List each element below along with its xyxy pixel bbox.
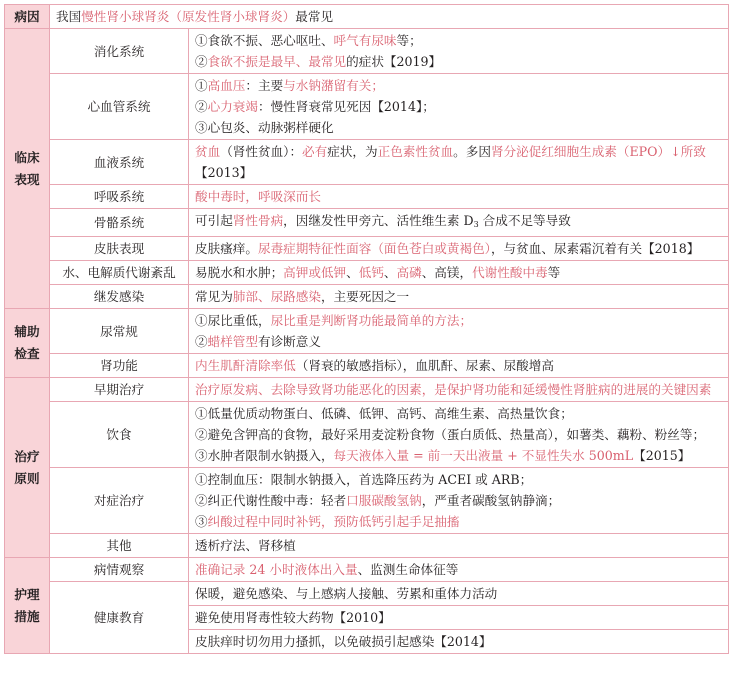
category-label-line: 临床: [14, 149, 40, 165]
text-segment: ②: [195, 99, 208, 114]
content-line: [195, 379, 722, 400]
text-segment: ②纠正代谢性酸中毒：轻者: [195, 493, 347, 508]
content-cell: [189, 209, 729, 237]
subcategory-cell: 其他: [50, 534, 189, 558]
highlight-text: 食欲不振是最早、最常见: [207, 54, 347, 69]
text-segment: （肾衰的敏感指标），血肌酐、尿素、尿酸增高: [295, 358, 554, 373]
highlight-text: 代谢性酸中毒: [472, 265, 548, 280]
content-cell: [189, 140, 729, 185]
highlight-text: 肺部、尿路感染: [232, 289, 321, 304]
content-cell: [189, 185, 729, 209]
table-row: [5, 378, 729, 402]
content-line: [195, 331, 722, 352]
content-line: [195, 445, 722, 466]
text-segment: 【2013】: [195, 165, 253, 180]
content-line: [195, 535, 722, 556]
text-segment: 、: [346, 265, 359, 280]
highlight-text: 蜡样管型: [207, 334, 258, 349]
highlight-text: 内生肌酐清除率低: [195, 358, 296, 373]
category-label-line: 护理: [14, 586, 40, 602]
text-segment: 避免使用肾毒性较大药物【2010】: [195, 610, 391, 625]
text-segment: ②: [195, 54, 208, 69]
text-segment: 皮肤痒时切勿用力搔抓，以免破损引起感染【2014】: [195, 634, 492, 649]
highlight-text: 必有: [302, 144, 328, 159]
content-line: [195, 117, 722, 138]
text-segment: ③水肿者限制水钠摄入，: [195, 448, 334, 463]
content-cell: [189, 468, 729, 534]
content-line: [195, 96, 722, 117]
table-row: [5, 140, 729, 185]
highlight-text: 贫血: [195, 144, 221, 159]
content-line: [195, 51, 722, 72]
content-line: [195, 262, 722, 283]
highlight-text: 高磷: [396, 265, 422, 280]
category-auxiliary: [5, 309, 50, 378]
text-segment: ③: [195, 514, 208, 529]
content-line: [195, 238, 722, 259]
text-segment: 皮肤瘙痒。: [195, 241, 258, 256]
text-segment: 等；: [396, 33, 422, 48]
table-row: [5, 209, 729, 237]
subcategory-cell: 水、电解质代谢紊乱: [50, 261, 189, 285]
text-segment: ，主要死因之一: [320, 289, 410, 304]
content-line: [195, 424, 722, 445]
category-label-line: 原则: [14, 470, 40, 486]
content-cell: [189, 630, 729, 654]
highlight-text: 尿毒症期特征性面容（面色苍白或黄褐色）: [257, 241, 491, 256]
content-line: [195, 607, 722, 628]
content-cell: [189, 285, 729, 309]
content-line: [195, 30, 722, 51]
table-row: [5, 29, 729, 74]
highlight-text: 心力衰竭: [207, 99, 258, 114]
category-label-line: 措施: [14, 608, 40, 624]
content-cell: [189, 309, 729, 354]
text-segment: 最常见: [295, 9, 334, 24]
subcategory-cell: 消化系统: [50, 29, 189, 74]
content-cell: [189, 582, 729, 606]
category-label-line: 治疗: [14, 448, 40, 464]
content-cell: [50, 5, 729, 29]
highlight-text: 肾性骨病: [232, 213, 284, 228]
text-segment: 。多因: [453, 144, 491, 159]
text-segment: 保暖，避免感染、与上感病人接触、劳累和重体力活动: [195, 586, 498, 601]
highlight-text: 每天液体入量 = 前一天出液量 + 不显性失水 500mL: [333, 448, 634, 463]
content-cell: [189, 261, 729, 285]
subcategory-cell: 早期治疗: [50, 378, 189, 402]
text-segment: ①低量优质动物蛋白、低磷、低钾、高钙、高维生素、高热量饮食；: [195, 406, 573, 421]
text-segment: 易脱水和水肿；: [195, 265, 284, 280]
subcategory-cell: 饮食: [50, 402, 189, 468]
category-treatment: [5, 378, 50, 558]
text-segment: 常见为: [195, 289, 233, 304]
text-segment: 3: [473, 220, 479, 229]
table-row: [5, 402, 729, 468]
text-segment: ②避免含钾高的食物，最好采用麦淀粉食物（蛋白质低、热量高），如薯类、藕粉、粉丝等；: [195, 427, 706, 442]
text-segment: ①尿比重低，: [195, 313, 271, 328]
content-line: [56, 6, 722, 27]
text-segment: 症状，为: [327, 144, 378, 159]
table-row: [5, 558, 729, 582]
subcategory-cell: 骨骼系统: [50, 209, 189, 237]
text-segment: 等: [547, 265, 561, 280]
highlight-text: 准确记录 24 小时液体出入量: [195, 562, 358, 577]
content-cell: [189, 29, 729, 74]
text-segment: 的症状【2019】: [346, 54, 442, 69]
text-segment: ：慢性肾衰常见死因【2014】；: [257, 99, 435, 114]
text-segment: ①食欲不振、恶心呕吐、: [195, 33, 334, 48]
highlight-text: 口服碳酸氢钠: [346, 493, 422, 508]
text-segment: 【2015】: [633, 448, 691, 463]
subcategory-cell: 病情观察: [50, 558, 189, 582]
highlight-text: 高血压: [207, 78, 246, 93]
table-row: [5, 582, 729, 606]
text-segment: 透析疗法、肾移植: [195, 538, 296, 553]
category-etiology: 病因: [5, 5, 50, 29]
row-etiology: [5, 5, 729, 29]
category-nursing: [5, 558, 50, 654]
text-segment: ①: [195, 78, 208, 93]
category-label-line: 表现: [14, 171, 40, 187]
text-segment: ②: [195, 334, 208, 349]
subcategory-cell: 尿常规: [50, 309, 189, 354]
content-line: [195, 310, 722, 331]
table-row: [5, 261, 729, 285]
highlight-text: 慢性肾小球肾炎（原发性肾小球肾炎）: [81, 9, 296, 24]
subcategory-cell: 健康教育: [50, 582, 189, 654]
subcategory-cell: 血液系统: [50, 140, 189, 185]
content-line: [195, 511, 722, 532]
table-row: [5, 185, 729, 209]
content-cell: [189, 606, 729, 630]
content-line: [195, 286, 722, 307]
highlight-text: 与水钠潴留有关；: [283, 78, 384, 93]
subcategory-cell: 对症治疗: [50, 468, 189, 534]
content-line: [195, 403, 722, 424]
subcategory-cell: 心血管系统: [50, 74, 189, 140]
text-segment: 、监测生命体征等: [357, 562, 459, 577]
content-cell: [189, 74, 729, 140]
content-cell: [189, 354, 729, 378]
text-segment: 有诊断意义: [257, 334, 321, 349]
ckd-summary-table: [4, 4, 729, 654]
content-line: [195, 583, 722, 604]
text-segment: 我国: [56, 9, 82, 24]
content-cell: [189, 558, 729, 582]
table-row: [5, 237, 729, 261]
content-cell: [189, 237, 729, 261]
content-cell: [189, 402, 729, 468]
table-row: [5, 468, 729, 534]
content-line: [195, 490, 722, 511]
text-segment: ，严重者碳酸氢钠静滴；: [421, 493, 561, 508]
text-segment: 可引起: [195, 213, 233, 228]
table-row: [5, 354, 729, 378]
highlight-text: 尿比重是判断肾功能最简单的方法；: [270, 313, 473, 328]
text-segment: ，与贫血、尿素霜沉着有关【2018】: [490, 241, 700, 256]
category-label-line: 辅助: [14, 324, 40, 339]
highlight-text: 酸中毒时，呼吸深而长: [195, 189, 321, 204]
highlight-text: 纠酸过程中同时补钙，预防低钙引起手足抽搐: [207, 514, 460, 529]
text-segment: ①控制血压：限制水钠摄入，首选降压药为 ACEI 或 ARB；: [195, 472, 533, 487]
text-segment: 合成不足等导致: [478, 213, 571, 228]
table-row: [5, 534, 729, 558]
highlight-text: 治疗原发病、去除导致肾功能恶化的因素，是保护肾功能和延缓慢性肾脏病的进展的关键因素: [195, 382, 712, 397]
text-segment: 、: [383, 265, 397, 280]
text-segment: ：主要: [245, 78, 284, 93]
table-row: [5, 74, 729, 140]
content-line: [195, 355, 722, 376]
table-row: [5, 285, 729, 309]
text-segment: ③心包炎、动脉粥样硬化: [195, 120, 334, 135]
highlight-text: 呼气有尿味: [333, 33, 397, 48]
content-line: [195, 631, 722, 652]
content-line: [195, 469, 722, 490]
content-line: [195, 210, 722, 235]
subcategory-cell: 皮肤表现: [50, 237, 189, 261]
highlight-text: 肾分泌促红细胞生成素（EPO）↓所致: [490, 144, 706, 159]
table-row: [5, 309, 729, 354]
subcategory-cell: 肾功能: [50, 354, 189, 378]
subcategory-cell: 呼吸系统: [50, 185, 189, 209]
text-segment: 、高镁，: [421, 265, 473, 280]
highlight-text: 低钙: [358, 265, 384, 280]
category-label-line: 检查: [14, 346, 40, 361]
text-segment: ，因继发性甲旁亢、活性维生素 D: [283, 213, 474, 228]
content-cell: [189, 534, 729, 558]
content-line: [195, 186, 722, 207]
category-clinical: [5, 29, 50, 309]
highlight-text: 正色素性贫血: [377, 144, 454, 159]
text-segment: （肾性贫血）：: [220, 144, 303, 159]
content-line: [195, 559, 722, 580]
highlight-text: 高钾或低钾: [283, 265, 347, 280]
content-line: [195, 75, 722, 96]
content-line: [195, 141, 722, 183]
subcategory-cell: 继发感染: [50, 285, 189, 309]
content-cell: [189, 378, 729, 402]
